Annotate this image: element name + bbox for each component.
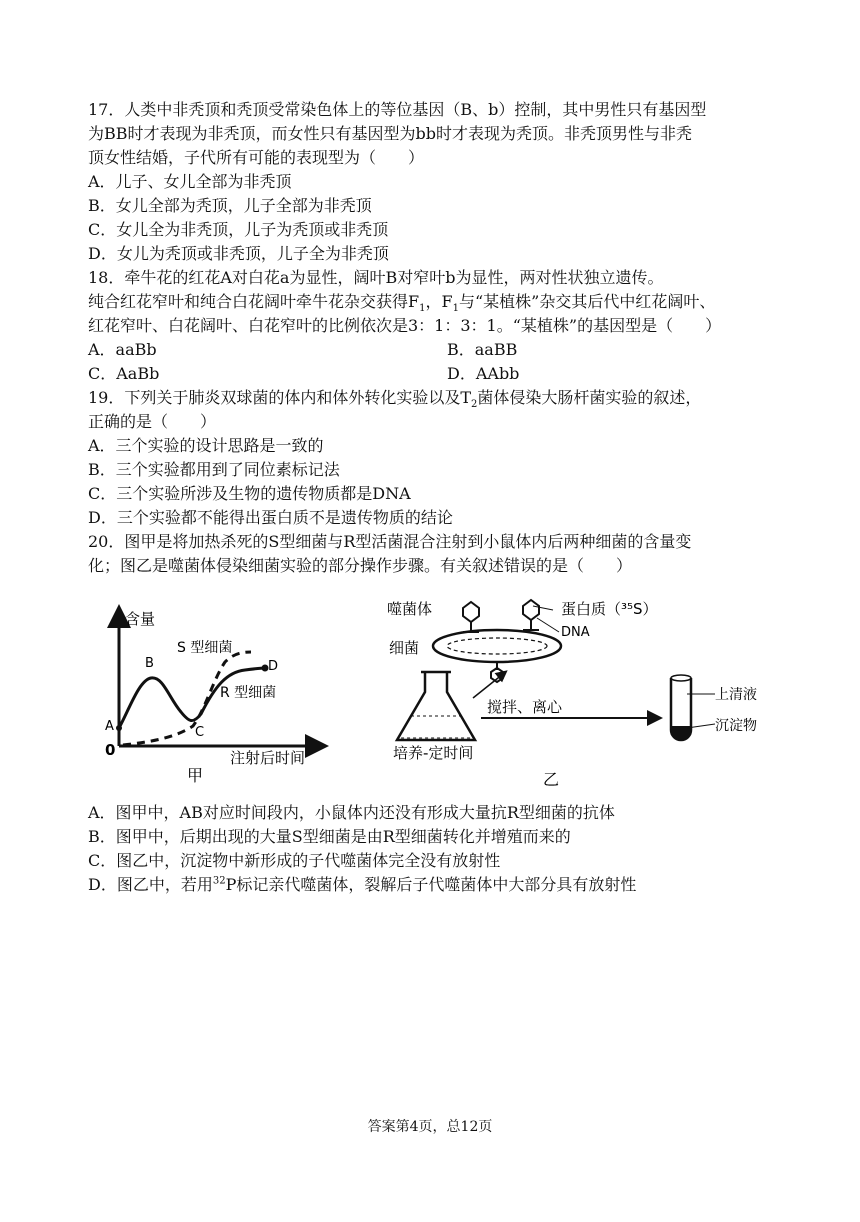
point-c-label: C bbox=[195, 725, 205, 740]
bacterium-cell bbox=[433, 630, 561, 662]
sediment-label: 沉淀物 bbox=[715, 718, 757, 734]
dna-label: DNA bbox=[561, 625, 590, 640]
q19-option-a: A．三个实验的设计思路是一致的 bbox=[88, 436, 324, 455]
bacteria-label: 细菌 bbox=[389, 639, 420, 657]
figure-jia-caption: 甲 bbox=[187, 766, 204, 785]
y-axis-label: 含量 bbox=[125, 610, 156, 628]
q19-option-c: C．三个实验所涉及生物的遗传物质都是DNA bbox=[88, 484, 411, 503]
dna-pointer bbox=[537, 618, 559, 632]
point-d-label: D bbox=[268, 659, 279, 674]
test-tube bbox=[671, 675, 691, 740]
figure-jia bbox=[95, 600, 335, 785]
phage-left bbox=[463, 602, 479, 632]
origin-label: 0 bbox=[105, 741, 116, 759]
culture-label: 培养-定时间 bbox=[393, 744, 474, 762]
q20-option-b: B．图甲中，后期出现的大量S型细菌是由R型细菌转化并增殖而来的 bbox=[88, 827, 571, 846]
q18-option-a: A．aaBb bbox=[88, 340, 157, 359]
q18-option-b: B．aaBB bbox=[447, 340, 518, 359]
q19-option-b: B．三个实验都用到了同位素标记法 bbox=[88, 460, 340, 479]
q18-stem-line-3: 红花窄叶、白花阔叶、白花窄叶的比例依次是3：1：3：1。“某植株”的基因型是（ ） bbox=[88, 316, 722, 335]
bacterial-dna bbox=[447, 638, 547, 654]
page-footer: 答案第4页，总12页 bbox=[367, 1119, 493, 1135]
q17-stem-line-3: 顶女性结婚，子代所有可能的表现型为（ ） bbox=[88, 148, 425, 167]
figure-yi-caption: 乙 bbox=[543, 770, 560, 788]
q20-stem-line-2: 化；图乙是噬菌体侵染细菌实验的部分操作步骤。有关叙述错误的是（ ） bbox=[88, 556, 633, 575]
process-label: 搅拌、离心 bbox=[487, 698, 563, 716]
s-curve-label: S 型细菌 bbox=[177, 640, 233, 656]
q17-option-a: A．儿子、女儿全部为非秃顶 bbox=[88, 172, 292, 191]
q17-option-c: C．女儿全为非秃顶，儿子为秃顶或非秃顶 bbox=[88, 220, 389, 239]
q18-stem-line-1: 18．牵牛花的红花A对白花a为显性，阔叶B对窄叶b为显性，两对性状独立遗传。 bbox=[88, 268, 664, 287]
point-d-marker bbox=[262, 665, 269, 672]
r-curve-label: R 型细菌 bbox=[220, 685, 277, 701]
q17-stem-line-1: 17．人类中非秃顶和秃顶受常染色体上的等位基因（B、b）控制，其中男性只有基因型 bbox=[88, 100, 707, 119]
q17-option-b: B．女儿全部为秃顶，儿子全部为非秃顶 bbox=[88, 196, 372, 215]
q19-stem-line-2: 正确的是（ ） bbox=[88, 412, 217, 431]
q19-option-d: D．三个实验都不能得出蛋白质不是遗传物质的结论 bbox=[88, 508, 453, 527]
figure-yi bbox=[375, 588, 775, 788]
q18-option-c: C．AaBb bbox=[88, 364, 160, 383]
protein-label: 蛋白质（³⁵S） bbox=[561, 600, 658, 618]
protein-pointer bbox=[533, 606, 553, 610]
point-a-label: A bbox=[105, 719, 114, 734]
q17-option-d: D．女儿为秃顶或非秃顶，儿子全为非秃顶 bbox=[88, 244, 389, 263]
q18-stem-line-2: 纯合红花窄叶和纯合白花阔叶牵牛花杂交获得$F_1$，$F_1$与“某植株”杂交其后代中红花阔叶、 bbox=[88, 292, 716, 315]
culture-flask bbox=[397, 672, 475, 740]
q18-option-d: D．AAbb bbox=[447, 364, 520, 383]
phage-right bbox=[523, 600, 539, 630]
flask-to-cell-arrow bbox=[473, 674, 503, 698]
point-a-marker bbox=[116, 725, 122, 731]
supernatant-label: 上清液 bbox=[715, 687, 757, 703]
point-b-label: B bbox=[145, 656, 154, 671]
q19-stem-line-1: 19．下列关于肺炎双球菌的体内和体外转化实验以及$T_2$菌体侵染大肠杆菌实验的叙述， bbox=[88, 388, 702, 411]
q20-option-c: C．图乙中，沉淀物中新形成的子代噬菌体完全没有放射性 bbox=[88, 851, 501, 870]
phage-label: 噬菌体 bbox=[387, 600, 433, 618]
q20-stem-line-1: 20．图甲是将加热杀死的S型细菌与R型活菌混合注射到小鼠体内后两种细菌的含量变 bbox=[88, 532, 692, 551]
q20-option-a: A．图甲中，AB对应时间段内，小鼠体内还没有形成大量抗R型细菌的抗体 bbox=[88, 803, 615, 822]
q20-option-d: D．图乙中，若用$^{32}$P标记亲代噬菌体，裂解后子代噬菌体中大部分具有放射性 bbox=[88, 875, 637, 894]
q17-stem-line-2: 为BB时才表现为非秃顶，而女性只有基因型为bb时才表现为秃顶。非秃顶男性与非秃 bbox=[88, 124, 693, 143]
x-axis-label: 注射后时间 bbox=[230, 749, 306, 767]
